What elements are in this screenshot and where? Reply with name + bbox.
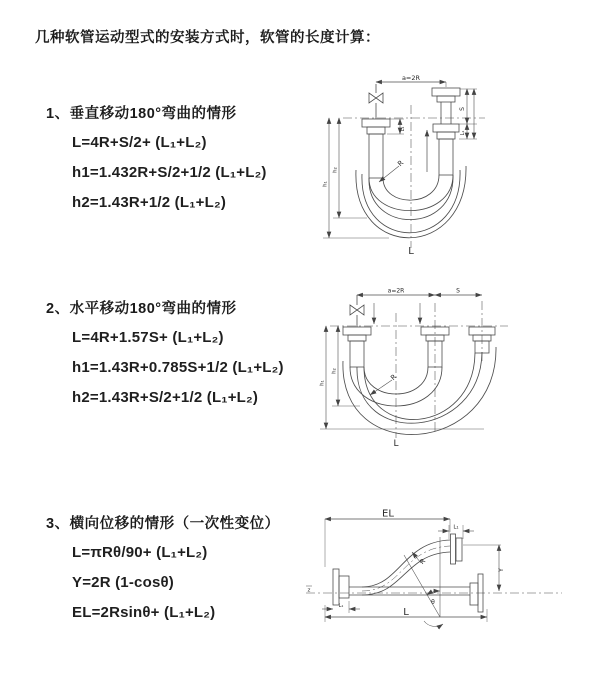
section-vertical-180 bbox=[46, 102, 316, 224]
formula-length: L=4R+1.57S+ (L₁+L₂) bbox=[72, 329, 224, 346]
dimension-l1-left bbox=[322, 601, 360, 613]
hose-original-position bbox=[349, 587, 470, 595]
dim-label-theta: θ bbox=[431, 599, 435, 606]
dimension-l1-top bbox=[438, 525, 474, 540]
formula-h1: h1=1.43R+0.785S+1/2 (L₁+L₂) bbox=[72, 359, 284, 376]
page-title: 几种软管运动型式的安装方式时，软管的长度计算： bbox=[35, 30, 380, 46]
dim-label-s: S bbox=[459, 107, 466, 111]
dim-label-length: L bbox=[393, 439, 399, 449]
dim-label-h1: h₁ bbox=[319, 380, 326, 386]
dim-label-radius: R bbox=[389, 372, 399, 383]
left-hose-end-fitting bbox=[362, 119, 390, 178]
valve-icon bbox=[369, 84, 383, 119]
left-flange bbox=[333, 569, 349, 605]
dim-label-radius: R bbox=[396, 158, 406, 169]
dim-label-y: Y bbox=[497, 568, 505, 572]
radius-leader bbox=[370, 373, 398, 395]
diagram-1-drawing bbox=[315, 72, 597, 258]
formula-length: L=4R+S/2+ (L₁+L₂) bbox=[72, 134, 207, 151]
diagram-lateral-displacement bbox=[300, 505, 600, 630]
dimension-length bbox=[325, 605, 487, 622]
formula-el: EL=2Rsinθ+ (L₁+L₂) bbox=[72, 604, 216, 621]
dim-label-s: S bbox=[456, 287, 460, 295]
displaced-flange bbox=[451, 534, 463, 564]
dimension-a2r-s bbox=[357, 288, 482, 296]
radius-leader bbox=[412, 552, 427, 566]
dimension-a2r bbox=[376, 74, 446, 87]
right-hose-end-fitting bbox=[432, 88, 460, 175]
formula-length: L=πRθ/90+ (L₁+L₂) bbox=[72, 544, 208, 561]
dim-label-el: EL bbox=[382, 508, 394, 520]
diagram-vertical-180-bend bbox=[315, 72, 597, 258]
centerlines bbox=[343, 105, 485, 248]
dim-label-h2: h₂ bbox=[331, 368, 338, 374]
dim-label-h1: h₁ bbox=[322, 181, 329, 187]
formula-h1: h1=1.432R+S/2+1/2 (L₁+L₂) bbox=[72, 164, 267, 181]
angle-theta-construction bbox=[404, 537, 443, 626]
dim-label-h2: h₂ bbox=[332, 167, 339, 173]
section-2-heading: 2、水平移动180°弯曲的情形 bbox=[46, 301, 237, 317]
formula-h2: h2=1.43R+S/2+1/2 (L₁+L₂) bbox=[72, 389, 259, 406]
dim-label-length: L bbox=[408, 246, 414, 257]
dim-label-l1-left: L₁ bbox=[400, 126, 406, 132]
section-3-heading: 3、横向位移的情形（一次性变位） bbox=[46, 516, 280, 532]
section-lateral-displacement bbox=[46, 512, 316, 634]
dimension-stroke-s bbox=[459, 89, 477, 139]
section-1-heading: 1、垂直移动180°弯曲的情形 bbox=[46, 106, 237, 122]
formula-h2: h2=1.43R+1/2 (L₁+L₂) bbox=[72, 194, 227, 211]
diagram-2-drawing bbox=[312, 283, 594, 461]
dim-label-length: L bbox=[403, 607, 409, 618]
dim-label-a2r: a=2R bbox=[387, 287, 405, 295]
dim-label-l1-left: L₁ bbox=[338, 603, 344, 609]
dimension-el bbox=[325, 509, 450, 568]
dim-label-l1-right: L₁ bbox=[460, 130, 466, 136]
left-hose-end-fitting bbox=[343, 327, 371, 367]
formula-y: Y=2R (1-cosθ) bbox=[72, 574, 174, 591]
valve-icon bbox=[350, 295, 364, 327]
diagram-3-drawing bbox=[300, 505, 600, 630]
dimension-y bbox=[463, 545, 505, 591]
dim-label-radius: R bbox=[418, 556, 428, 566]
hose-u-bend-curves bbox=[343, 347, 496, 435]
dim-label-l1-top: L₁ bbox=[453, 524, 459, 531]
travel-direction-arrows bbox=[374, 303, 420, 324]
axis-mark-label: z bbox=[307, 587, 311, 594]
diagram-horizontal-180-bend bbox=[312, 283, 594, 461]
dim-label-a2r: a=2R bbox=[401, 74, 421, 82]
dimension-h1-h2 bbox=[320, 326, 485, 429]
section-horizontal-180 bbox=[46, 297, 316, 419]
